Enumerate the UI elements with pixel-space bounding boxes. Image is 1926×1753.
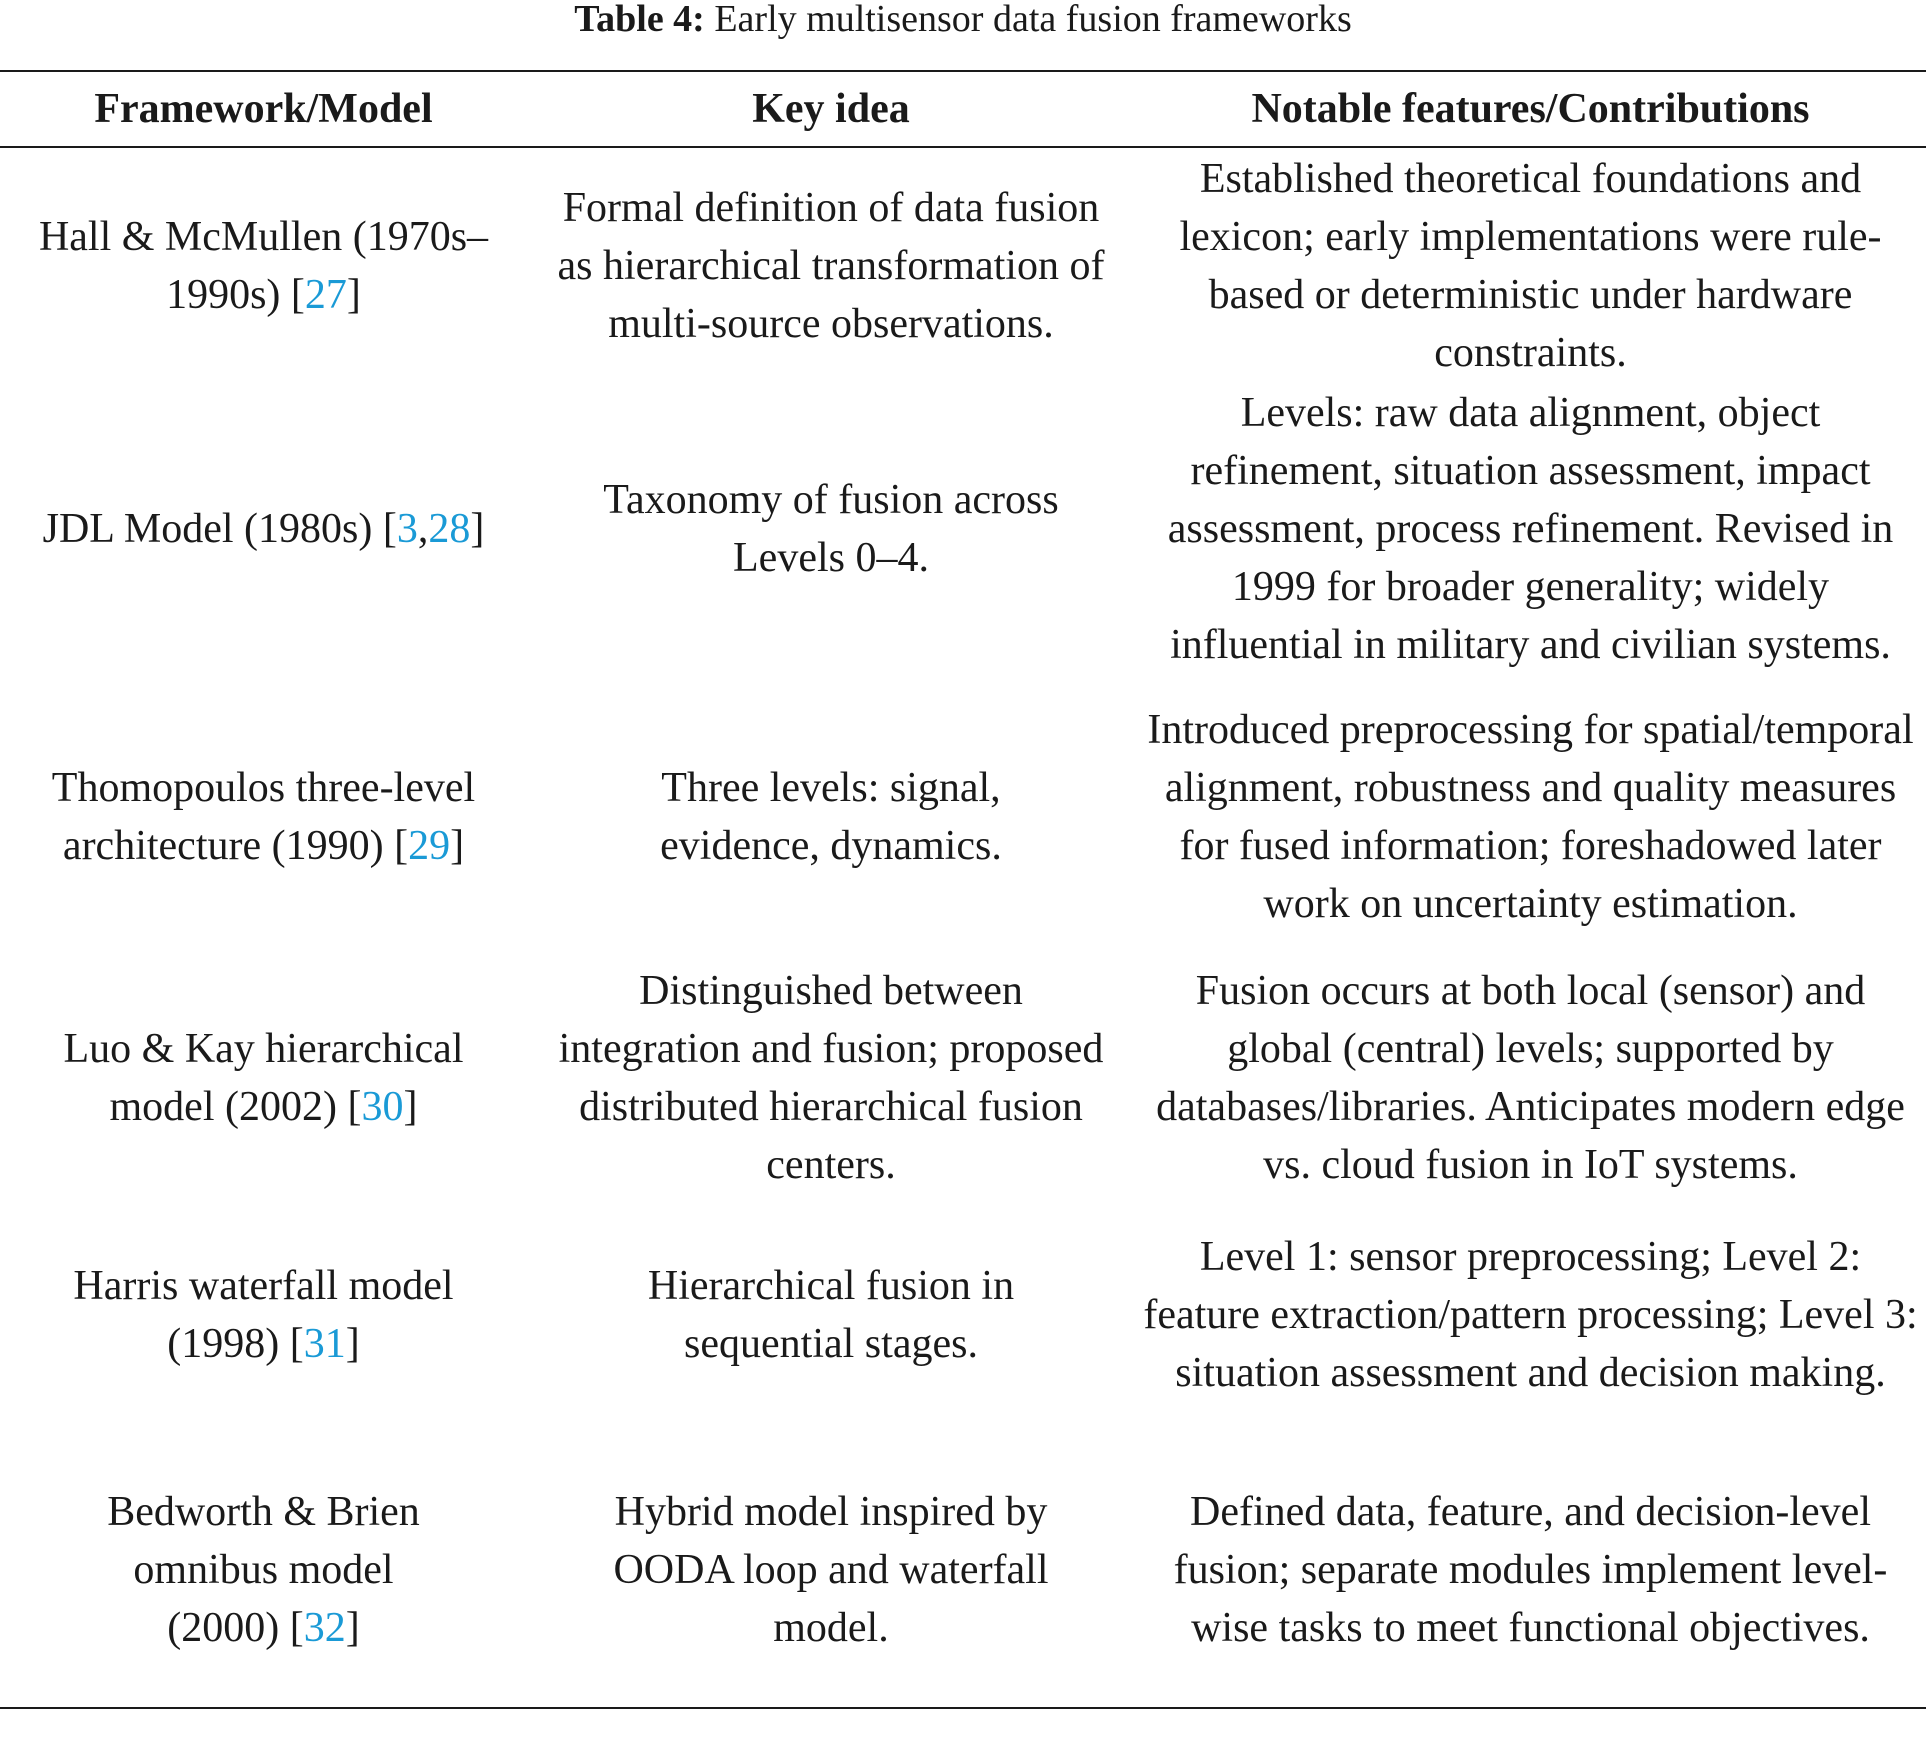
framework-bracket: ] xyxy=(450,822,465,869)
caption-label: Table 4: xyxy=(574,0,705,40)
framework-name: JDL Model (1980s) [ xyxy=(42,506,397,552)
features-cell: Level 1: sensor preprocessing; Level 2: feature extraction/pattern processing; Level 3: situation assessment and decision making. xyxy=(1143,1233,1918,1396)
framework-bracket: ] xyxy=(345,1320,360,1367)
framework-cell xyxy=(0,959,527,1196)
framework-name: Bedworth & Brien omnibus model (2000) [ xyxy=(107,1489,420,1651)
citation-link[interactable]: 32 xyxy=(303,1605,346,1651)
features-cell: Introduced preprocessing for spatial/temporal alignment, robustness and quality measures for fused information; foreshadowed later work on uncertainty estimation. xyxy=(1147,706,1914,927)
table-row xyxy=(0,1433,1926,1708)
framework-name: Thomopoulos three-level architecture (1990) [ xyxy=(51,764,476,869)
framework-bracket: ] xyxy=(345,1605,360,1651)
table-row xyxy=(0,674,1926,959)
key-idea-cell: Hierarchical fusion in sequential stages. xyxy=(647,1262,1015,1367)
citation-link[interactable]: 31 xyxy=(303,1320,346,1367)
citation-separator: , xyxy=(417,506,429,552)
features-cell: Fusion occurs at both local (sensor) and global (central) levels; supported by databases/libraries. Anticipates modern edge vs. cloud fusion in IoT systems. xyxy=(1156,967,1905,1188)
citation-link[interactable]: 3 xyxy=(396,506,418,552)
key-idea-cell: Hybrid model inspired by OODA loop and waterfall model. xyxy=(613,1489,1049,1651)
citation-link[interactable]: 27 xyxy=(304,272,347,318)
framework-bracket: ] xyxy=(403,1083,418,1130)
key-idea-cell: Taxonomy of fusion across Levels 0–4. xyxy=(603,477,1059,581)
table-row xyxy=(0,384,1926,674)
key-idea-cell: Three levels: signal, evidence, dynamics. xyxy=(660,764,1002,869)
header-row xyxy=(0,71,1926,147)
framework-name: Hall & McMullen (1970s–1990s) [ xyxy=(38,214,489,318)
table-row xyxy=(0,1196,1926,1433)
table-caption xyxy=(0,0,1926,38)
framework-cell xyxy=(0,674,527,959)
framework-cell xyxy=(0,384,527,674)
framework-name: Harris waterfall model (1998) [ xyxy=(73,1262,454,1367)
citation-link[interactable]: 30 xyxy=(361,1083,404,1130)
framework-name: Luo & Kay hierarchical model (2002) [ xyxy=(63,1025,464,1130)
key-idea-cell: Formal definition of data fusion as hierarchical transformation of multi-source observations. xyxy=(557,185,1105,347)
header-key-idea: Key idea xyxy=(752,86,910,132)
header-framework: Framework/Model xyxy=(94,86,433,132)
framework-bracket: ] xyxy=(470,506,485,552)
key-idea-cell: Distinguished between integration and fusion; proposed distributed hierarchical fusion centers. xyxy=(558,967,1104,1188)
framework-cell xyxy=(0,1433,527,1708)
framework-bracket: ] xyxy=(346,272,361,318)
caption-text: Early multisensor data fusion frameworks xyxy=(704,0,1352,40)
frameworks-table xyxy=(0,70,1926,1709)
table-row xyxy=(0,959,1926,1196)
features-cell: Levels: raw data alignment, object refinement, situation assessment, impact assessment, process refinement. Revised in 1999 for broader generality; widely influential in military and civilian systems. xyxy=(1167,390,1894,668)
framework-cell xyxy=(0,1196,527,1433)
features-cell: Established theoretical foundations and lexicon; early implementations were rule-based or deterministic under hardware constraints. xyxy=(1179,156,1882,376)
table-row xyxy=(0,147,1926,384)
header-features: Notable features/Contributions xyxy=(1251,86,1810,132)
features-cell: Defined data, feature, and decision-level fusion; separate modules implement level-wise tasks to meet functional objectives. xyxy=(1173,1489,1888,1651)
citation-link[interactable]: 28 xyxy=(428,506,471,552)
framework-cell xyxy=(0,147,527,384)
citation-link[interactable]: 29 xyxy=(408,822,451,869)
